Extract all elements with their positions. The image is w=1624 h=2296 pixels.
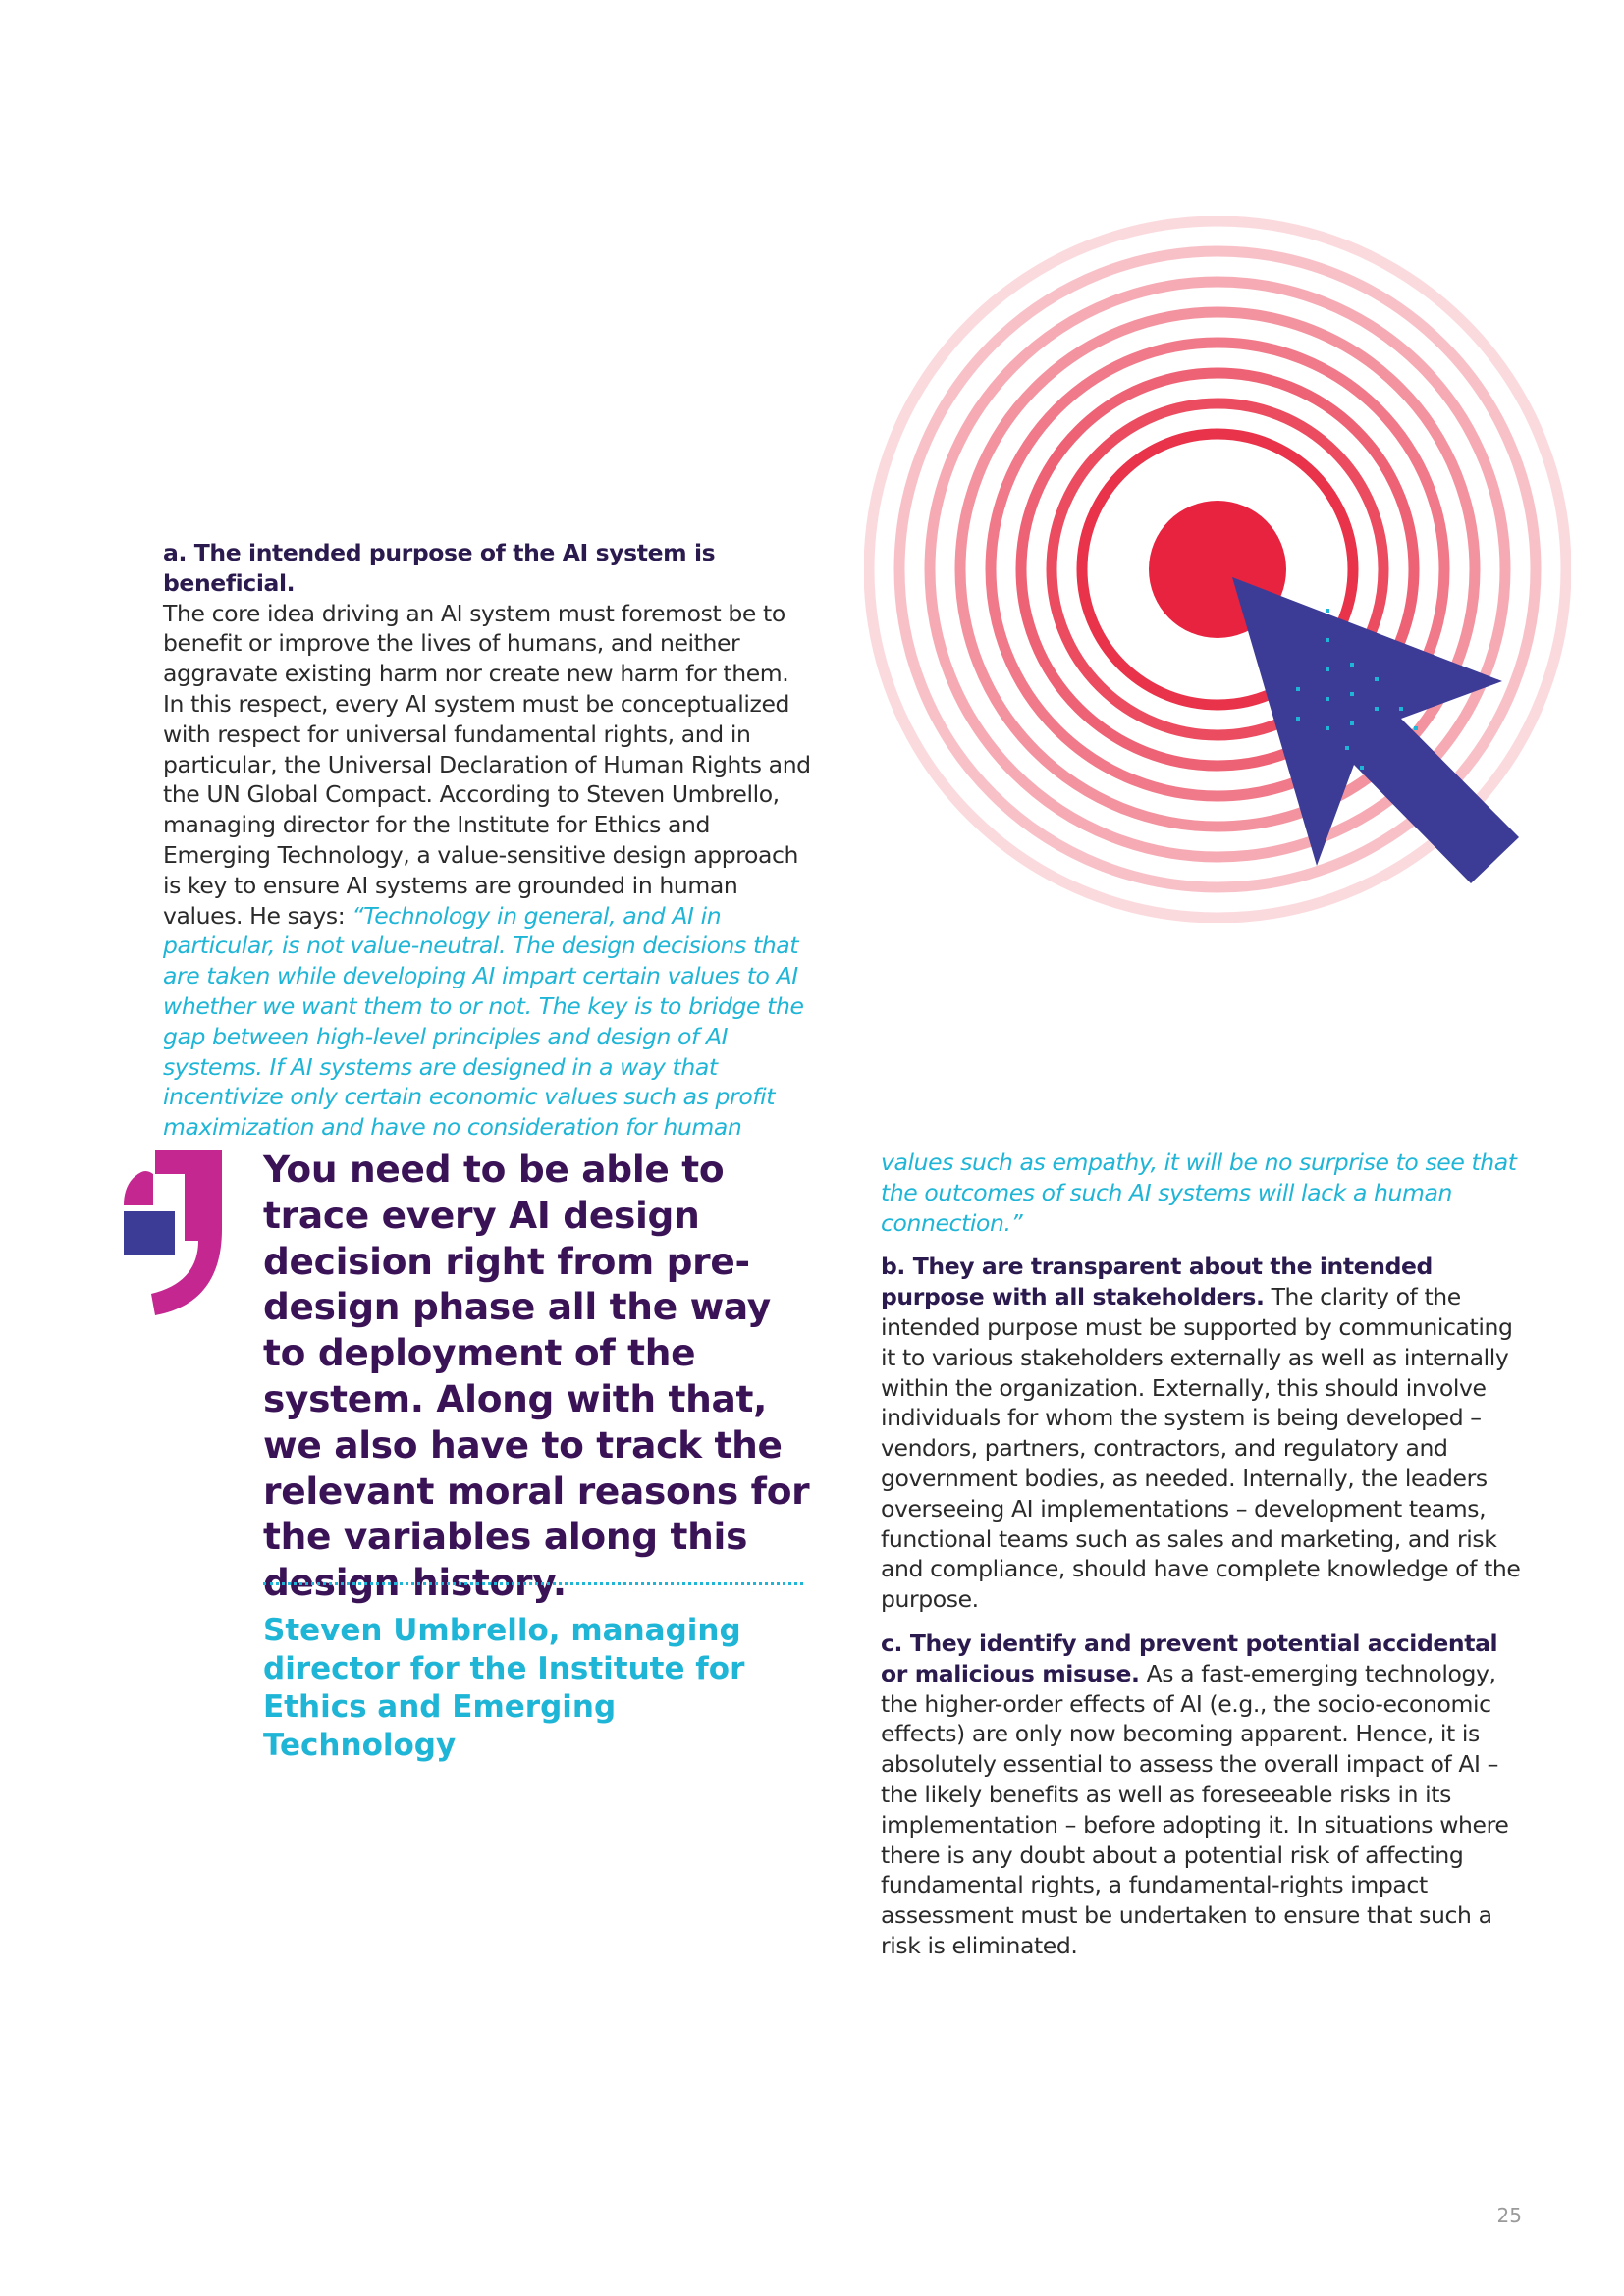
section-a-quote-continuation	[881, 1148, 1529, 1238]
cursor-dot	[1350, 721, 1354, 725]
section-a	[163, 538, 811, 1143]
page-number: 25	[1496, 2204, 1522, 2227]
cursor-dot	[1375, 677, 1379, 681]
section-c	[881, 1629, 1529, 1961]
cursor-dot	[1414, 726, 1418, 730]
quote-attribution: Steven Umbrello, managing director for the Institute for Ethics and Emerging Technology	[263, 1613, 745, 1763]
section-b	[881, 1252, 1529, 1615]
target-with-cursor-icon	[864, 216, 1571, 923]
section-b-body: The clarity of the intended purpose must be supported by communicating it to various stakeholders externally as well as internally within the organization. Externally, this should involve individuals for whom the system is being developed – vendors, partners, contractors, and regulatory and government bodies, as needed. Internally, the leaders overseeing AI implementations – development teams, functional teams such as sales and marketing, and risk and compliance, should have complete knowledge of the purpose.	[881, 1283, 1521, 1614]
section-a-body: The core idea driving an AI system must foremost be to benefit or improve the lives of humans, and neither aggravate existing harm nor create new harm for them. In this respect, every AI system must be conceptualized with respect for universal fundamental rights, and in particular, the Universal Declaration of Human Rights and the UN Global Compact. According to Steven Umbrello, managing director for the Institute for Ethics and Emerging Technology, a value-sensitive design approach is key to ensure AI systems are grounded in human values. He says:	[163, 599, 811, 930]
cursor-dot	[1326, 726, 1329, 730]
section-c-body: As a fast-emerging technology, the higher-order effects of AI (e.g., the socio-economic effects) are only now becoming apparent. Hence, it is absolutely essential to assess the overall impact of AI – the likely benefits as well as foreseeable risks in its implementation – before adopting it. In situations where there is any doubt about a potential risk of affecting fundamental rights, a fundamental-rights impact assessment must be undertaken to ensure that such a risk is eliminated.	[881, 1659, 1509, 1959]
section-a-quote-part2: values such as empathy, it will be no surprise to see that the outcomes of such AI systems will lack a human connection.”	[881, 1148, 1517, 1237]
cursor-dot	[1399, 707, 1403, 711]
cursor-dot	[1326, 609, 1329, 613]
cursor-dot	[1326, 638, 1329, 642]
section-a-heading: a. The intended purpose of the AI system is beneficial.	[163, 539, 716, 597]
cursor-dot	[1296, 687, 1300, 691]
section-a-paragraph	[163, 538, 811, 1143]
pull-quote: You need to be able to trace every AI design decision right from pre-design phase all the way to deployment of the system. Along with that, we also have to track the relevant moral reasons for the variables along this design history.	[263, 1148, 810, 1605]
cursor-dot	[1375, 707, 1379, 711]
cursor-dot	[1350, 663, 1354, 667]
cursor-dot	[1296, 717, 1300, 721]
cursor-dot	[1326, 697, 1329, 701]
cursor-dot	[1350, 692, 1354, 696]
cursor-dot	[1345, 746, 1349, 750]
right-column	[881, 1148, 1529, 1961]
quote-mark-icon	[116, 1150, 232, 1315]
cursor-dot	[1326, 667, 1329, 671]
section-b-heading: b. They are transparent about the intended purpose with all stakeholders.	[881, 1253, 1433, 1311]
cursor-dot	[1360, 766, 1364, 770]
section-c-heading: c. They identify and prevent potential accidental or malicious misuse.	[881, 1629, 1498, 1687]
dotted-divider	[263, 1582, 803, 1585]
section-a-quote-part1: “Technology in general, and AI in particular, is not value-neutral. The design decisions that are taken while developing AI impart certain values to AI whether we want them to or not. The key is to bridge the gap between high-level principles and design of AI systems. If AI systems are designed in a way that incentivize only certain economic values such as profit maximization and have no consideration for human	[163, 901, 804, 1142]
